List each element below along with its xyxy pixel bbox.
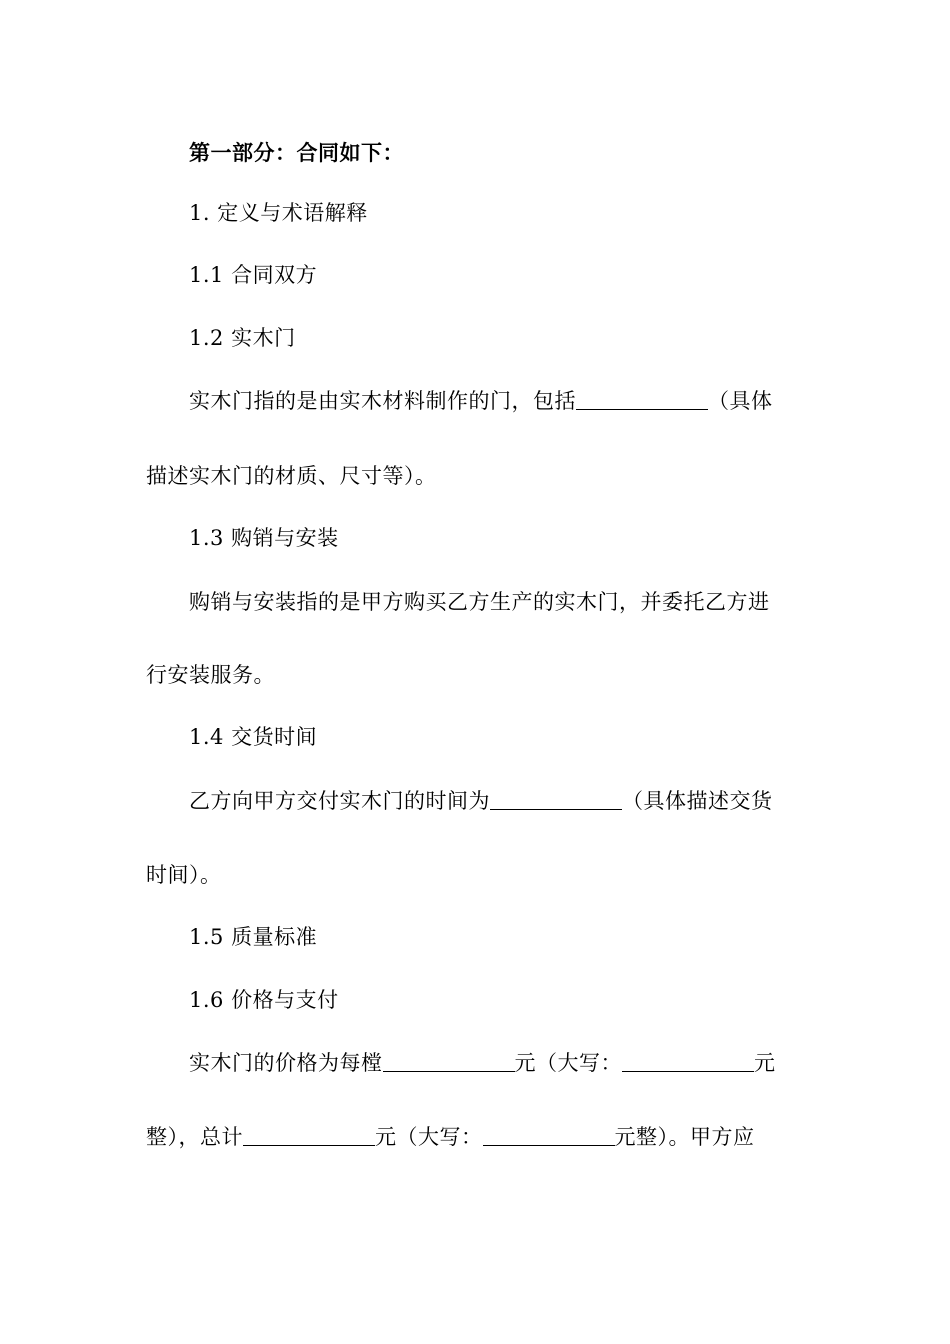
clause-1-4-text-line1 [189, 786, 773, 816]
text-span: 元整）。甲方应 [614, 1125, 755, 1149]
clause-1-5-title: 1.5 质量标准 [189, 925, 318, 949]
clause-1-2-text-line2: 描述实木门的材质、尺寸等）。 [146, 464, 437, 488]
fill-in-blank[interactable] [243, 1123, 375, 1146]
text-span: 实木门指的是由实木材料制作的门，包括 [189, 389, 576, 413]
clause-1-2-title: 1.2 实木门 [189, 326, 296, 350]
clause-1-1-title: 1.1 合同双方 [189, 263, 318, 287]
text-span: 乙方向甲方交付实木门的时间为 [189, 789, 490, 813]
text-span: 元（大写： [514, 1051, 622, 1075]
section-heading: 第一部分：合同如下： [189, 140, 404, 165]
clause-1-2-text-line1 [189, 386, 773, 416]
clause-1-4-title: 1.4 交货时间 [189, 725, 318, 749]
text-span: 整），总计 [146, 1125, 243, 1149]
text-span: 实木门的价格为每樘 [189, 1051, 383, 1075]
clause-1-6-text-line1 [189, 1048, 776, 1078]
clause-1-6-text-line2 [146, 1122, 755, 1152]
text-span: （具体 [708, 389, 773, 413]
clause-1-title: 1. 定义与术语解释 [189, 201, 368, 225]
clause-1-3-text-line1: 购销与安装指的是甲方购买乙方生产的实木门，并委托乙方进 [189, 590, 770, 614]
fill-in-blank[interactable] [483, 1123, 615, 1146]
text-span: 元（大写： [375, 1125, 483, 1149]
fill-in-blank[interactable] [383, 1049, 515, 1072]
text-span: （具体描述交货 [622, 789, 773, 813]
clause-1-3-text-line2: 行安装服务。 [146, 663, 275, 687]
fill-in-blank[interactable] [576, 387, 708, 410]
clause-1-3-title: 1.3 购销与安装 [189, 526, 339, 550]
clause-1-4-text-line2: 时间）。 [146, 863, 222, 887]
fill-in-blank[interactable] [490, 787, 622, 810]
fill-in-blank[interactable] [622, 1049, 754, 1072]
clause-1-6-title: 1.6 价格与支付 [189, 988, 339, 1012]
text-span: 元 [754, 1051, 776, 1075]
